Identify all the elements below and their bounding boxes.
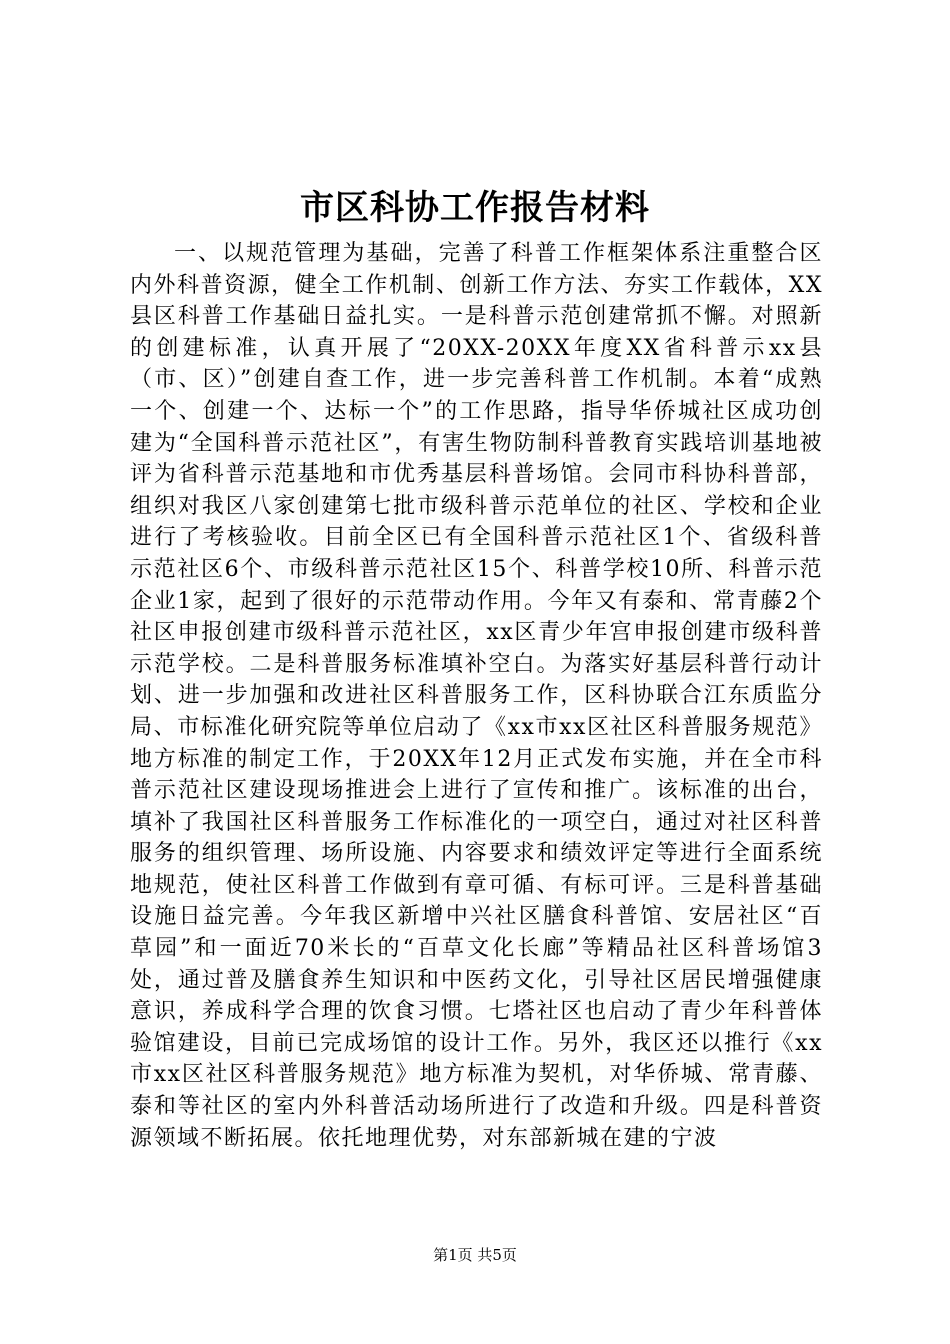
document-body-paragraph: 一、以规范管理为基础，完善了科普工作框架体系注重整合区内外科普资源，健全工作机制、创新工作方法、夯实工作载体，XX县区科普工作基础日益扎实。一是科普示范创建常抓不懈。对照新的创建标准，认真开展了“20XX-20XX年度XX省科普示xx县（市、区）”创建自查工作，进一步完善科普工作机制。本着“成熟一个、创建一个、达标一个”的工作思路，指导华侨城社区成功创建为“全国科普示范社区”，有害生物防制科普教育实践培训基地被评为省科普示范基地和市优秀基层科普场馆。会同市科协科普部，组织对我区八家创建第七批市级科普示范单位的社区、学校和企业进行了考核验收。目前全区已有全国科普示范社区1个、省级科普示范社区6个、市级科普示范社区15个、科普学校10所、科普示范企业1家，起到了很好的示范带动作用。今年又有泰和、常青藤2个社区申报创建市级科普示范社区，xx区青少年宫申报创建市级科普示范学校。二是科普服务标准填补空白。为落实好基层科普行动计划、进一步加强和改进社区科普服务工作，区科协联合江东质监分局、市标准化研究院等单位启动了《xx市xx区社区科普服务规范》地方标准的制定工作，于20XX年12月正式发布实施，并在全市科普示范社区建设现场推进会上进行了宣传和推广。该标准的出台，填补了我国社区科普服务工作标准化的一项空白，通过对社区科普服务的组织管理、场所设施、内容要求和绩效评定等进行全面系统地规范，使社区科普工作做到有章可循、有标可评。三是科普基础设施日益完善。今年我区新增中兴社区膳食科普馆、安居社区“百草园”和一面近70米长的“百草文化长廊”等精品社区科普场馆3处，通过普及膳食养生知识和中医药文化，引导社区居民增强健康意识，养成科学合理的饮食习惯。七塔社区也启动了青少年科普体验馆建设，目前已完成场馆的设计工作。另外，我区还以推行《xx市xx区社区科普服务规范》地方标准为契机，对华侨城、常青藤、泰和等社区的室内外科普活动场所进行了改造和升级。四是科普资源领域不断拓展。依托地理优势，对东部新城在建的宁波	[130, 241, 823, 1151]
document-title: 市区科协工作报告材料	[300, 188, 650, 228]
page-number-footer: 第1页 共5页	[433, 1246, 517, 1264]
